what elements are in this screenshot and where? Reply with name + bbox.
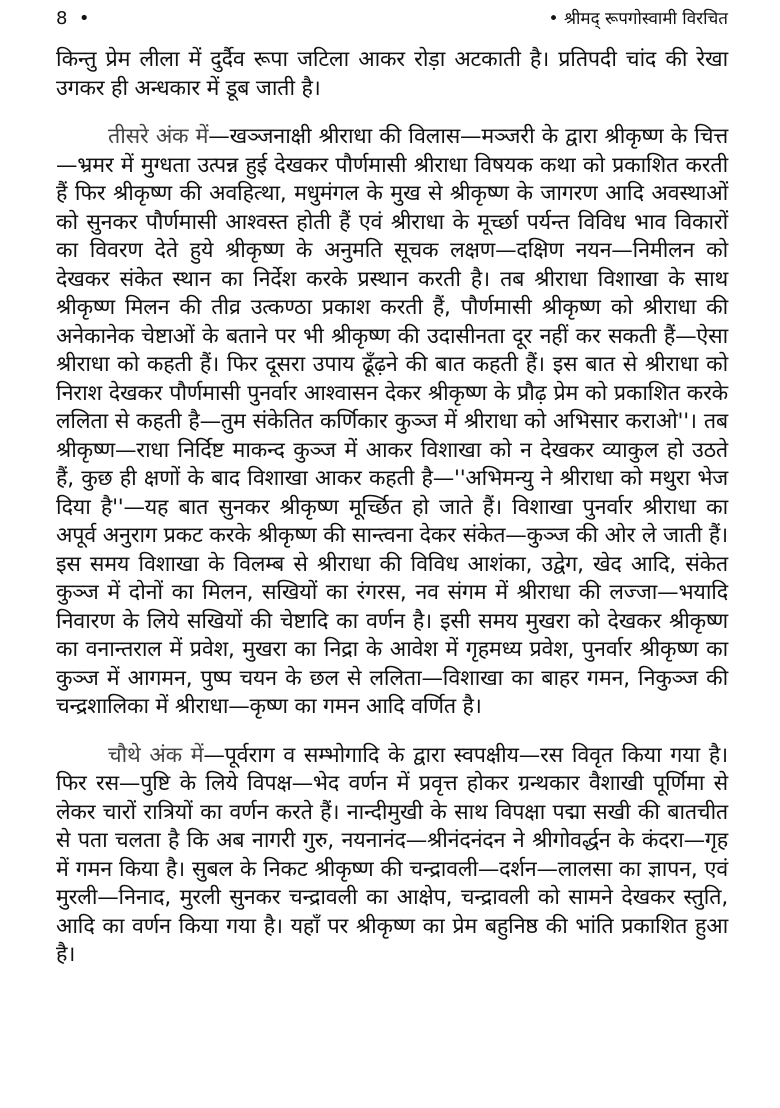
paragraph-3 bbox=[56, 742, 728, 970]
body-text bbox=[56, 46, 728, 970]
paragraph-lead: चौथे अंक में bbox=[108, 742, 204, 768]
header-bullet: • bbox=[78, 8, 90, 29]
paragraph-text: —खञ्जनाक्षी श्रीराधा की विलास—मञ्जरी के द्वारा श्रीकृष्ण के चित्त—भ्रमर में मुग्धता उत्पन्न हुई देखकर पौर्णमासी श्रीराधा विषयक कथा को प्रकाशित करती हैं फिर श्रीकृष्ण की अवहित्था, मधुमंगल के मुख से श्रीकृष्ण के जागरण आदि अवस्थाओं को सुनकर पौर्णमासी आश्वस्त होती हैं एवं श्रीराधा के मूर्च्छा पर्यन्त विविध भाव विकारों का विवरण देते हुये श्रीकृष्ण के अनुमति सूचक लक्षण—दक्षिण नयन—निमीलन को देखकर संकेत स्थान का निर्देश करके प्रस्थान करती है। तब श्रीराधा विशाखा के साथ श्रीकृष्ण मिलन की तीव्र उत्कण्ठा प्रकाश करती हैं, पौर्णमासी श्रीकृष्ण को श्रीराधा की अनेकानेक चेष्टाओं के बताने पर भी श्रीकृष्ण की उदासीनता दूर नहीं कर सकती हैं—ऐसा श्रीराधा को कहती हैं। फिर दूसरा उपाय ढूँढ़ने की बात कहती हैं। इस बात से श्रीराधा को निराश देखकर पौर्णमासी पुनर्वार आश्वासन देकर श्रीकृष्ण के प्रौढ़ प्रेम को प्रकाशित करके ललिता से कहती है—तुम संकेतित कर्णिकार कुञ्ज में श्रीराधा को अभिसार कराओ''। तब श्रीकृष्ण—राधा निर्दिष्ट माकन्द कुञ्ज में आकर विशाखा को न देखकर व्याकुल हो उठते हैं, कुछ ही क्षणों के बाद विशाखा आकर कहती है—''अभिमन्यु ने श्रीराधा को मथुरा भेज दिया है''—यह बात सुनकर श्रीकृष्ण मूर्च्छित हो जाते हैं। विशाखा पुनर्वार श्रीराधा का अपूर्व अनुराग प्रकट करके श्रीकृष्ण की सान्त्वना देकर संकेत—कुञ्ज की ओर ले जाती हैं। इस समय विशाखा के विलम्ब से श्रीराधा की विविध आशंका, उद्वेग, खेद आदि, संकेत कुञ्ज में दोनों का मिलन, सखियों का रंगरस, नव संगम में श्रीराधा की लज्जा—भयादि निवारण के लिये सखियों की चेष्टादि का वर्णन है। इसी समय मुखरा को देखकर श्रीकृष्ण का वनान्तराल में प्रवेश, मुखरा का निद्रा के आवेश में गृहमध्य प्रवेश, पुनर्वार श्रीकृष्ण का कुञ्ज में आगमन, पुष्प चयन के छल से ललिता—विशाखा का बाहर गमन, निकुञ्ज की चन्द्रशालिका में श्रीराधा—कृष्ण का गमन आदि वर्णित है। bbox=[56, 124, 728, 719]
paragraph-1 bbox=[56, 46, 728, 103]
paragraph-text: किन्तु प्रेम लीला में दुर्दैव रूपा जटिला आकर रोड़ा अटकाती है। प्रतिपदी चांद की रेखा उगकर ही अन्धकार में डूब जाती है। bbox=[56, 47, 728, 101]
paragraph-2 bbox=[56, 123, 728, 722]
page-header bbox=[56, 4, 728, 34]
paragraph-text: —पूर्वराग व सम्भोगादि के द्वारा स्वपक्षीय—रस विवृत किया गया है। फिर रस—पुष्टि के लिये विपक्ष—भेद वर्णन में प्रवृत्त होकर ग्रन्थकार वैशाखी पूर्णिमा से लेकर चारों रात्रियों का वर्णन करते हैं। नान्दीमुखी के साथ विपक्षा पद्मा सखी की बातचीत से पता चलता है कि अब नागरी गुरु, नयनानंद—श्रीनंदनंदन ने श्रीगोवर्द्धन के कंदरा—गृह में गमन किया है। सुबल के निकट श्रीकृष्ण की चन्द्रावली—दर्शन—लालसा का ज्ञापन, एवं मुरली—निनाद, मुरली सुनकर चन्द्रावली का आक्षेप, चन्द्रावली को सामने देखकर स्तुति, आदि का वर्णन किया गया है। यहाँ पर श्रीकृष्ण का प्रेम बहुनिष्ठ की भांति प्रकाशित हुआ है। bbox=[56, 742, 728, 967]
page-number: 8 • bbox=[56, 8, 90, 29]
paragraph-lead: तीसरे अंक में bbox=[108, 124, 209, 149]
running-title: • श्रीमद् रूपगोस्वामी विरचित bbox=[548, 9, 728, 29]
